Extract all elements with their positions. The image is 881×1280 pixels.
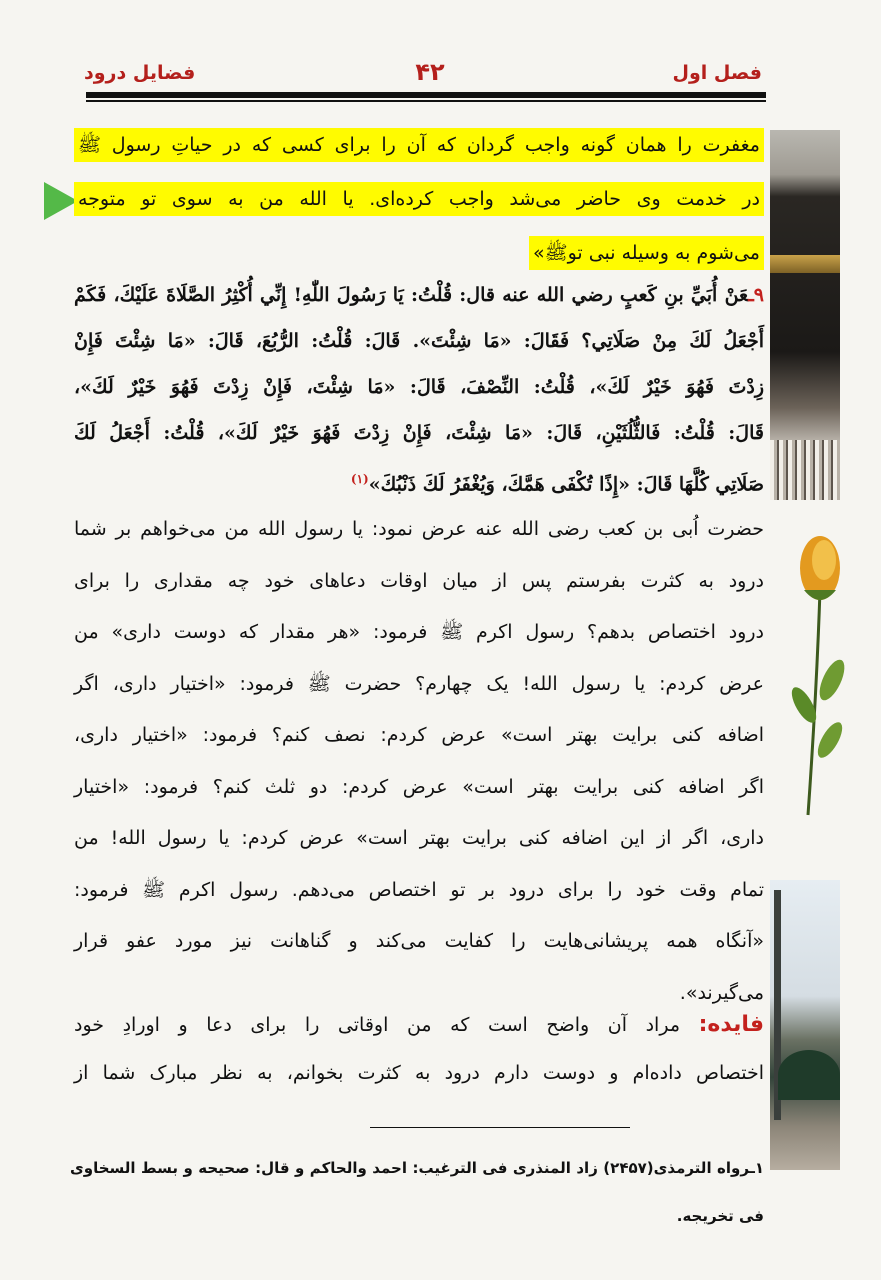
translation-line: اگر اضافه کنی برایت بهتر است» عرض کردم: دو ثلث کنم؟ فرمود: «اختیار xyxy=(74,775,764,798)
kaaba-image xyxy=(770,130,840,500)
persian-translation xyxy=(74,504,764,1019)
highlight-line: در خدمت وی حاضر می‌شد واجب کرده‌ای. یا الله من به سوی تو متوجه xyxy=(74,172,764,226)
faida-line: فایده: مراد آن واضح است که من اوقاتی را برای دعا و اورادِ خود xyxy=(74,1012,764,1037)
hadith-number: ۹ـ xyxy=(748,284,764,306)
translation-line: می‌گیرند». xyxy=(679,981,764,1004)
book-title: فضایل درود xyxy=(84,62,196,84)
hadith-line: صَلَاتِي كُلَّهَا قَالَ: «إِذًا تُكْفَى هَمَّكَ، وَيُغْفَرُ لَكَ ذَنْبُكَ»$^{(۱)}$ xyxy=(350,472,764,496)
highlight-line: می‌شوم به وسیله نبی توﷺ» xyxy=(74,226,764,280)
translation-line: داری، اگر از این اضافه کنی برایت بهتر است» عرض کردم: یا رسول الله! من xyxy=(74,827,764,849)
translation-line: درود اختصاص بدهم؟ رسول اکرم ﷺ فرمود: «هر مقدار که دوست داری» من xyxy=(74,621,764,643)
translation-line: «آنگاه همه پریشانی‌هایت را کفایت می‌کند و گناهانت نیز مورد عفو قرار xyxy=(74,930,764,952)
faida-line: اختصاص داده‌ام و دوست دارم درود به کثرت بخوانم، به نظر مبارک شما از xyxy=(74,1062,764,1084)
arabic-hadith xyxy=(74,272,764,502)
translation-line: عرض کردم: یا رسول الله! یک چهارم؟ حضرت ﷺ فرمود: «اختیار داری، اگر xyxy=(74,672,764,695)
header-rule-thin xyxy=(86,100,766,102)
running-head xyxy=(80,58,766,88)
hadith-line: أَجْعَلُ لَكَ مِنْ صَلَاتِي؟ فَقَالَ: «مَا شِئْتَ». قَالَ: قُلْتُ: الرُّبُعَ، قَالَ: «مَا شِئْتَ فَإِنْ xyxy=(74,330,764,352)
footnotes xyxy=(70,1144,764,1240)
faida-section xyxy=(74,1000,764,1098)
translation-line: تمام وقت خود را برای درود بر تو اختصاص می‌دهم. رسول اکرم ﷺ فرمود: xyxy=(74,878,764,901)
hadith-line: ۹ـعَنْ أُبَيِّ بنِ كَعبٍ رضي الله عنه قال: قُلْتُ: يَا رَسُولَ اللّٰهِ! إِنِّي أُكْثِرُ الصَّلَاةَ عَلَيْكَ، فَكَمْ xyxy=(74,284,764,306)
page-number: ۴۲ xyxy=(415,58,445,86)
footnote-line: ۱ـرواه الترمذی(۲۴۵۷) زاد المنذری فی الترغیب: احمد والحاکم و قال: صحیحه و بسط السخاوی xyxy=(70,1159,764,1177)
hadith-line: قَالَ: قُلْتُ: فَالثُّلُثَيْنِ، قَالَ: «مَا شِئْتَ، فَإِنْ زِدْتَ فَهُوَ خَيْرٌ لَكَ»، قُلْتُ: أَجْعَلُ لَكَ xyxy=(74,422,764,444)
translation-line: اضافه کنی برایت بهتر است» عرض کردم: نصف کنم؟ فرمود: «اختیار داری، xyxy=(74,724,764,746)
faida-label: فایده: xyxy=(698,1012,764,1037)
highlighted-passage xyxy=(74,118,764,280)
footnote-line: فی تخریجه. xyxy=(676,1207,764,1225)
hadith-line: زِدْتَ فَهُوَ خَيْرٌ لَكَ»، قُلْتُ: النِّصْفَ، قَالَ: «مَا شِئْتَ، فَإِنْ زِدْتَ فَهُوَ خَيْرٌ لَكَ»، xyxy=(74,376,764,398)
footnote-separator xyxy=(370,1127,630,1128)
mosque-image xyxy=(770,880,840,1170)
footnote-ref: (۱) xyxy=(350,472,369,486)
chapter-label: فصل اول xyxy=(672,62,762,84)
rose-image xyxy=(790,530,850,820)
translation-line: درود به کثرت بفرستم پس از میان اوقات دعاهای خود چه مقداری را برای xyxy=(74,569,764,592)
header-rule-thick xyxy=(86,92,766,98)
highlight-line: مغفرت را همان گونه واجب گردان که آن را برای کسی که در حیاتِ رسول ﷺ xyxy=(74,118,764,172)
translation-line: حضرت اُبی بن کعب رضی الله عنه عرض نمود: یا رسول الله من می‌خواهم بر شما xyxy=(74,518,764,540)
green-arrow-marker xyxy=(44,182,78,220)
